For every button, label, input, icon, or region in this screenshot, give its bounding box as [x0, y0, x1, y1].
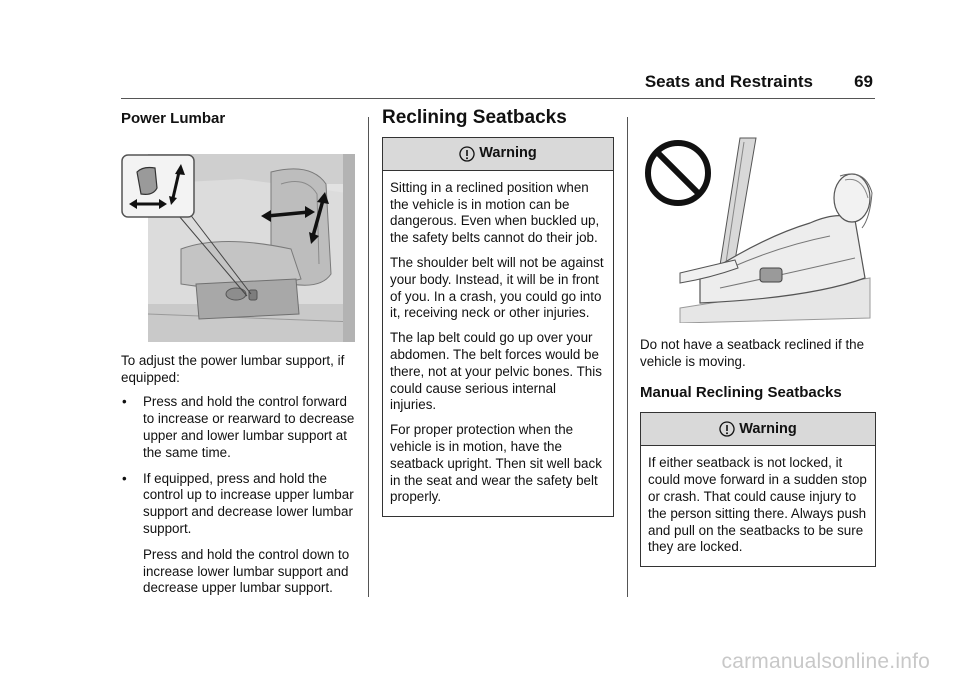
section-title: Seats and Restraints [644, 72, 813, 91]
warning-icon [459, 146, 475, 162]
reclining-seatbacks-column [382, 107, 614, 517]
warning-icon [719, 421, 735, 437]
list-item [121, 471, 356, 598]
power-lumbar-column [121, 111, 356, 606]
page-header [121, 70, 875, 99]
reclined-seat-drawing [640, 128, 874, 323]
lumbar-seat-drawing [121, 154, 355, 342]
warning-paragraph: Sitting in a reclined position when the vehicle is in motion can be dangerous. Even when buckled up, the safety belts cannot do their job. [390, 179, 600, 246]
bullet-marker: • [122, 470, 127, 486]
power-lumbar-heading: Power Lumbar [121, 110, 226, 127]
bullet-text: If equipped, press and hold the control up to increase upper lumbar support and decrease lower lumbar support. [143, 470, 354, 536]
manual-reclining-warning-box [640, 412, 876, 567]
reclined-occupant-illustration [640, 128, 874, 323]
manual-reclining-column [640, 111, 876, 567]
column-divider-1 [368, 117, 369, 597]
list-item [121, 394, 356, 461]
bullet-text: Press and hold the control forward to increase or rearward to decrease upper and lower lumbar support at the same time. [143, 394, 355, 460]
warning-header [641, 413, 875, 446]
power-lumbar-intro: To adjust the power lumbar support, if equipped: [121, 352, 345, 385]
warning-title: Warning [739, 420, 797, 437]
warning-body [641, 446, 875, 566]
warning-paragraph: For proper protection when the vehicle is in motion, have the seatback upright. Then sit well back in the seat and wear the safety belt properly. [390, 422, 602, 505]
reclined-caption: Do not have a seatback reclined if the vehicle is moving. [640, 337, 865, 369]
column-divider-2 [627, 117, 628, 597]
manual-reclining-heading: Manual Reclining Seatbacks [640, 383, 842, 401]
warning-body [383, 171, 613, 516]
watermark-text: carmanualsonline.info [721, 650, 930, 673]
lumbar-control-illustration [121, 154, 355, 342]
warning-paragraph: If either seatback is not locked, it could move forward in a sudden stop or crash. That could cause injury to the person sitting there. Always push and pull on the seatbacks to be sure they are locked. [648, 455, 867, 555]
warning-title: Warning [479, 145, 537, 162]
bullet-marker: • [122, 394, 127, 410]
reclining-warning-box [382, 137, 614, 517]
power-lumbar-bullets [121, 394, 356, 597]
page-number: 69 [854, 72, 873, 91]
warning-header [383, 138, 613, 171]
bullet-subtext: Press and hold the control down to increase lower lumbar support and decrease upper lumbar support. [143, 546, 350, 596]
reclining-seatbacks-heading: Reclining Seatbacks [382, 107, 567, 128]
warning-paragraph: The shoulder belt will not be against your body. Instead, it will be in front of you. In a crash, you could go into it, receiving neck or other injuries. [390, 254, 604, 321]
warning-paragraph: The lap belt could go up over your abdomen. The belt forces would be there, not at your pelvic bones. This could cause serious internal injuries. [390, 330, 602, 413]
